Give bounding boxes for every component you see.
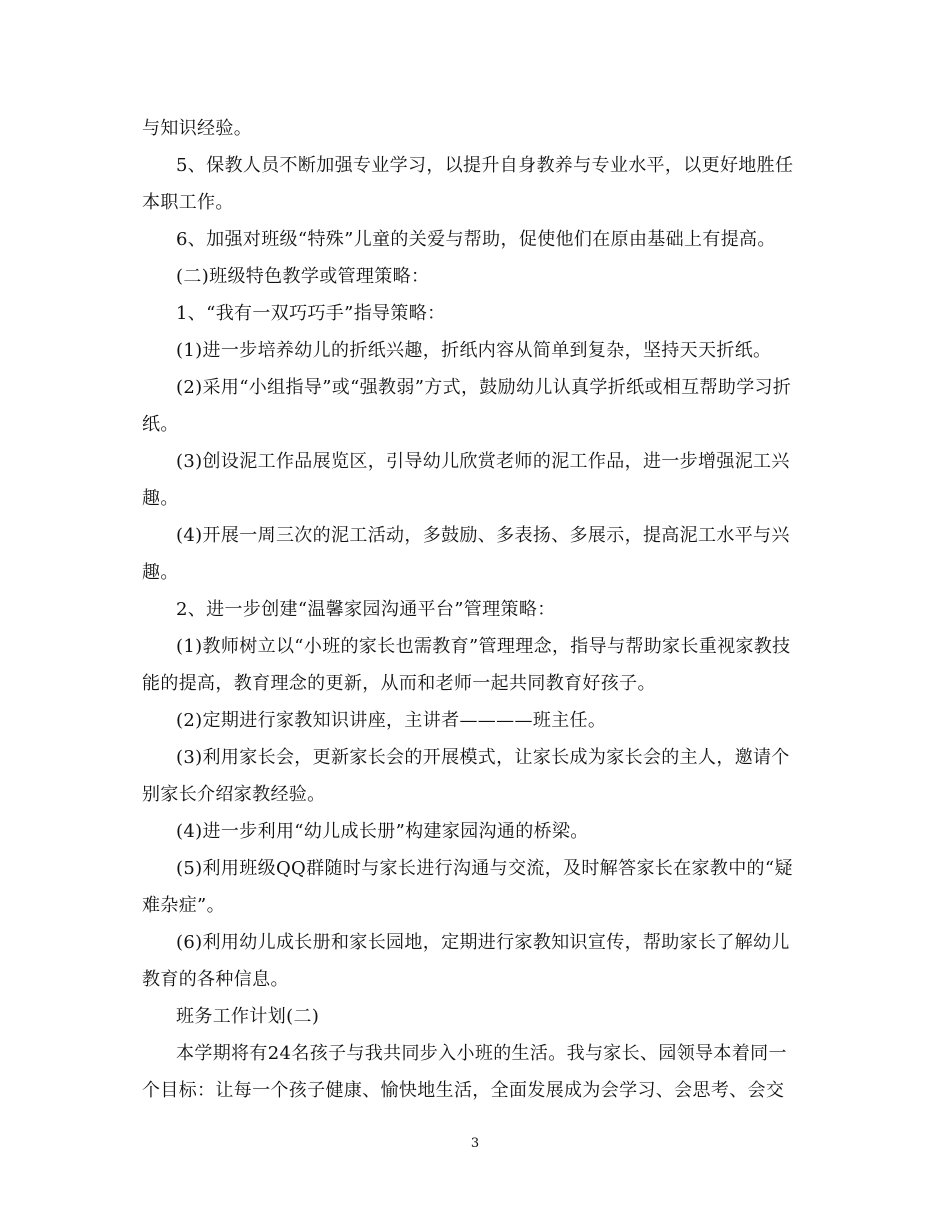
document-body	[142, 110, 810, 1109]
text-line: (2)定期进行家教知识讲座，主讲者————班主任。	[176, 710, 607, 731]
text-line: 能的提高，教育理念的更新，从而和老师一起共同教育好孩子。	[142, 673, 656, 694]
text-line: 本职工作。	[142, 192, 234, 213]
text-line: (1)教师树立以“小班的家长也需教育”管理理念，指导与帮助家长重视家教技	[176, 636, 791, 657]
text-line: (5)利用班级QQ群随时与家长进行沟通与交流，及时解答家长在家教中的“疑	[176, 858, 793, 879]
text-line: 个目标：让每一个孩子健康、愉快地生活，全面发展成为会学习、会思考、会交	[142, 1080, 785, 1101]
text-line: 别家长介绍家教经验。	[142, 784, 326, 805]
text-line: 趣。	[142, 562, 179, 583]
text-line: (4)开展一周三次的泥工活动，多鼓励、多表扬、多展示，提高泥工水平与兴	[176, 525, 790, 546]
text-line: 6、加强对班级“特殊”儿童的关爱与帮助，促使他们在原由基础上有提高。	[176, 229, 776, 250]
text-line: 纸。	[142, 414, 179, 435]
text-line: 趣。	[142, 488, 179, 509]
text-line: 1、“我有一双巧巧手”指导策略：	[176, 303, 446, 324]
text-line: 班务工作计划(二)	[176, 1006, 320, 1027]
text-line: 与知识经验。	[142, 118, 253, 139]
text-line: (二)班级特色教学或管理策略：	[176, 266, 430, 287]
text-line: (2)采用“小组指导”或“强教弱”方式，鼓励幼儿认真学折纸或相互帮助学习折	[176, 377, 792, 398]
text-line: 5、保教人员不断加强专业学习，以提升自身教养与专业水平，以更好地胜任	[176, 155, 794, 176]
text-line: 本学期将有24名孩子与我共同步入小班的生活。我与家长、园领导本着同一	[176, 1043, 787, 1064]
text-line: 2、进一步创建“温馨家园沟通平台”管理策略：	[176, 599, 556, 620]
text-line: (1)进一步培养幼儿的折纸兴趣，折纸内容从简单到复杂，坚持天天折纸。	[176, 340, 772, 361]
text-line: (6)利用幼儿成长册和家长园地，定期进行家教知识宣传，帮助家长了解幼儿	[176, 932, 790, 953]
text-line: (3)利用家长会，更新家长会的开展模式，让家长成为家长会的主人，邀请个	[176, 747, 790, 768]
text-line: 教育的各种信息。	[142, 969, 289, 990]
page-number: 3	[470, 1136, 480, 1151]
text-line: (4)进一步利用“幼儿成长册”构建家园沟通的桥梁。	[176, 821, 589, 842]
text-line: 难杂症”。	[142, 895, 225, 916]
text-line: (3)创设泥工作品展览区，引导幼儿欣赏老师的泥工作品，进一步增强泥工兴	[176, 451, 790, 472]
